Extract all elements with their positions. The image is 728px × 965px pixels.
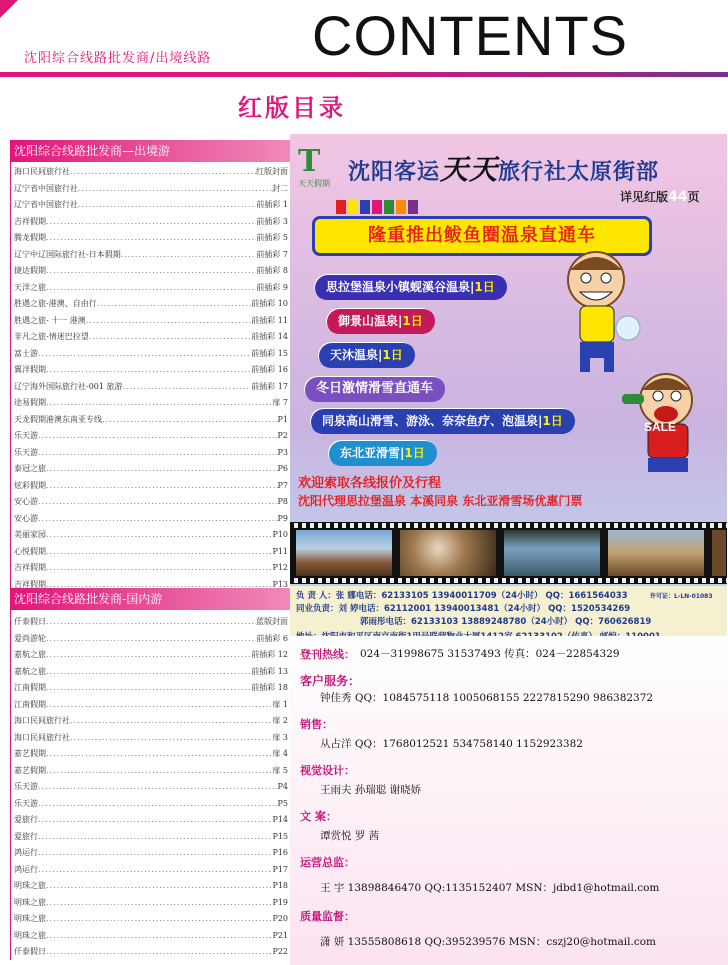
route-pill: 思拉堡温泉小镇蚬溪谷温泉|1日 [314,274,507,300]
toc-entry-name: 天龙假期港澳东南亚专线 [14,414,102,424]
toc-row [14,395,288,412]
toc-row [14,247,288,264]
toc-entry-name: 心悦假期 [14,546,46,556]
toc-entry-page: 前插彩 18 [251,683,288,692]
logo-icon: T [298,144,321,179]
toc-leader [46,763,272,780]
toc-entry-name: 吉祥假期 [14,216,46,226]
toc-entry-page: 扉 7 [272,398,288,407]
toc-entry-name: 乐天游 [14,782,38,791]
toc-leader [123,379,252,396]
photo-edge [712,530,726,576]
copy-value: 谭赏悦 罗 茜 [320,830,380,842]
toc-entry-name: 鸿运行 [14,848,38,857]
toc-entry-page: P10 [272,530,288,539]
toc-entry-page: P18 [272,881,288,890]
route-pill: 天沐温泉|1日 [318,342,415,368]
toc-entry-name: 捷达假期 [14,266,46,275]
domestic-list [14,614,288,961]
toc-entry-name: 乐天游 [14,447,38,457]
toc-entry-page: P22 [272,947,288,956]
toc-entry-page: 前插彩 13 [251,666,288,676]
contact-line: 同业负责：刘 婷电话：62112001 13940013481（24小时） QQ：1520534269 [296,604,631,614]
toc-leader [70,713,272,730]
toc-entry-name: 吉祥假期 [14,579,46,589]
ops-value: 王 宇 13898846470 QQ:1135152407 MSN：jdbd1@hotmail.com [320,882,660,894]
toc-leader [46,614,256,631]
toc-row [14,911,288,928]
toc-leader [46,944,272,961]
photo-building [608,530,704,576]
toc-row [14,614,288,631]
toc-entry-name: 辽宁海外国际旅行社-001 旅游 [14,381,123,391]
toc-entry-name: 鸿运行 [14,864,38,874]
toc-entry-name: 江南假期 [14,699,46,709]
toc-entry-name: 嘉艺假期 [14,765,46,775]
sales-value: 从占洋 QQ：1768012521 534758140 1152923382 [320,738,583,750]
toc-entry-name: 途易假期 [14,398,46,407]
toc-entry-name: 嘉航之旅 [14,650,46,659]
toc-entry-page: 前插彩 15 [251,348,288,358]
sale-label: SALE [644,420,677,434]
toc-entry-page: P21 [272,930,288,940]
promo-banner: 隆重推出鲅鱼圈温泉直通车 [312,216,652,256]
toc-leader [46,746,272,763]
toc-entry-name: 美丽家园 [14,530,46,539]
toc-leader [46,395,272,412]
toc-row [14,478,288,495]
toc-row [14,746,288,763]
toc-entry-page: 前插彩 11 [251,315,288,325]
toc-row [14,461,288,478]
corner-decoration [0,0,18,18]
toc-leader [102,412,278,429]
toc-row [14,664,288,681]
toc-entry-page: P4 [277,782,288,791]
toc-entry-name: 乐天游 [14,798,38,808]
toc-entry-name: 天洋之旅 [14,282,46,292]
toc-entry-page: P19 [272,897,288,907]
toc-leader [46,911,272,928]
toc-entry-name: 翼洋假期 [14,365,46,374]
toc-entry-page: P7 [277,480,288,490]
toc-entry-page: 前插彩 6 [256,633,288,643]
qc-label: 质量监督： [300,910,355,923]
toc-leader [46,527,272,544]
toc-row [14,280,288,297]
toc-row [14,763,288,780]
toc-entry-name: 乐天游 [14,431,38,440]
toc-entry-page: P16 [272,848,288,857]
toc-entry-name: 江南假期 [14,683,46,692]
toc-entry-name: 胜遇之旅- 十一 港澳 [14,315,86,325]
toc-entry-page: 前插彩 5 [256,233,288,242]
toc-entry-page: P17 [272,864,288,874]
toc-entry-page: 扉 3 [272,732,288,742]
toc-entry-name: 嘉航之旅 [14,666,46,676]
toc-entry-page: 封二 [272,183,288,193]
toc-row [14,230,288,247]
toc-leader [46,895,272,912]
toc-entry-name: 明珠之旅 [14,914,46,923]
toc-entry-name: 海口民间旅行社 [14,716,70,725]
toc-leader [46,697,272,714]
toc-entry-page: 扉 1 [272,699,288,709]
toc-entry-name: 辽宁省中国旅行社 [14,200,78,209]
toc-leader [46,214,256,231]
toc-entry-name: 爱旅行 [14,831,38,841]
section-title: 红版目录 [238,94,346,122]
toc-leader [46,544,272,561]
toc-row [14,544,288,561]
toc-entry-page: 前插彩 8 [256,266,288,275]
toc-row [14,263,288,280]
toc-entry-name: 爱旅行 [14,815,38,824]
toc-leader [38,346,251,363]
toc-row [14,445,288,462]
toc-entry-page: P2 [277,431,288,440]
toc-row [14,494,288,511]
toc-entry-page: 前插彩 12 [251,650,288,659]
toc-leader [46,478,278,495]
toc-leader [97,296,252,313]
toc-leader [89,329,252,346]
design-value: 王雨夫 孙瑞聪 谢晓娇 [320,784,422,796]
toc-entry-name: 嘉艺假期 [14,749,46,758]
toc-leader [70,730,272,747]
toc-leader [46,560,272,577]
toc-row [14,560,288,577]
toc-leader [38,779,278,796]
toc-leader [38,829,272,846]
route-pill: 同泉高山滑雪、游泳、奈奈鱼疗、泡温泉|1日 [310,408,575,434]
toc-row [14,796,288,813]
toc-row [14,181,288,198]
toc-entry-page: 扉 4 [272,749,288,758]
toc-row [14,511,288,528]
outbound-heading: 沈阳综合线路批发商—出境游 [10,140,290,162]
toc-entry-name: 海口民间旅行社 [14,167,70,176]
toc-entry-page: P20 [272,914,288,923]
toc-row [14,812,288,829]
toc-row [14,895,288,912]
toc-leader [38,494,278,511]
copy-label: 文 案： [300,810,337,823]
header-subtitle: 沈阳综合线路批发商/出境线路 [24,51,212,66]
toc-entry-page: P1 [277,414,288,424]
toc-entry-page: 扉 5 [272,765,288,775]
logo-subtitle: 天天假期 [298,179,330,188]
toc-row [14,527,288,544]
toc-entry-name: 安心游 [14,497,38,506]
welcome-text: 欢迎索取各线报价及行程 [298,476,442,491]
toc-entry-page: 前插彩 14 [251,332,288,341]
hotline-value: 024－31998675 31537493 传真：024－22854329 [360,648,620,660]
toc-leader [46,680,251,697]
toc-entry-page: 扉 2 [272,716,288,725]
contact-line: 负 责 人：张 娜电话：62133105 13940011709（24小时） QQ：1661564033 [296,591,628,601]
toc-row [14,164,288,181]
toc-entry-name: 胜遇之旅-港澳、自由行 [14,299,97,308]
toc-leader [46,230,256,247]
flag-strip-icon [336,200,426,214]
domestic-heading: 沈阳综合线路批发商-国内游 [10,588,290,610]
cartoon-boy-icon [556,244,646,374]
toc-entry-name: 腾龙假期 [14,233,46,242]
hotline-label: 登刊热线： [300,648,355,661]
toc-leader [38,428,278,445]
photo-resort [296,530,392,576]
outbound-list [14,164,288,593]
toc-row [14,829,288,846]
route-pill: 御景山温泉|1日 [326,308,435,334]
toc-entry-name: 海口民间旅行社 [14,732,70,742]
toc-row [14,878,288,895]
toc-entry-name: 辽宁中辽国际旅行社-日本假期 [14,249,121,259]
toc-row [14,214,288,231]
toc-row [14,329,288,346]
toc-entry-page: P11 [272,546,288,556]
toc-entry-name: 明珠之旅 [14,930,46,940]
toc-leader [38,511,278,528]
toc-leader [86,313,251,330]
toc-leader [38,845,272,862]
toc-row [14,944,288,961]
service-label: 客户服务： [300,674,361,688]
toc-leader [46,647,251,664]
toc-row [14,862,288,879]
license-number: 许可证：L-LN-01083 [650,593,713,600]
toc-entry-name: 吉祥假期 [14,563,46,572]
design-label: 视觉设计： [300,764,355,777]
toc-entry-page: 前插彩 10 [251,299,288,308]
toc-entry-page: P13 [272,579,288,589]
toc-entry-page: P6 [277,464,288,473]
toc-entry-page: P12 [272,563,288,572]
toc-row [14,647,288,664]
ad-title: 沈阳客运天天旅行社太原街部 [348,153,660,186]
toc-row [14,346,288,363]
toc-row [14,296,288,313]
toc-row [14,362,288,379]
toc-entry-name: 非凡之旅-情迷巴拉望 [14,332,89,341]
photo-pool [504,530,600,576]
toc-leader [46,878,272,895]
toc-entry-name: 安心游 [14,513,38,523]
qc-value: 潇 妍 13555808618 QQ:395239576 MSN：cszj20@hotmail.com [320,936,656,948]
toc-entry-name: 辽宁省中国旅行社 [14,183,78,193]
toc-leader [121,247,257,264]
toc-entry-name: 仟泰假日 [14,617,46,626]
toc-leader [38,796,278,813]
toc-entry-name: 炫彩假期 [14,480,46,490]
contact-line: 郭雨彤电话：62133103 13889248780（24小时） QQ：760626819 [360,617,652,627]
photo-spa [400,530,496,576]
toc-row [14,412,288,429]
toc-row [14,713,288,730]
toc-leader [38,812,272,829]
toc-row [14,730,288,747]
divider [10,140,11,960]
toc-entry-name: 泰冠之旅 [14,464,46,473]
toc-row [14,928,288,945]
toc-row [14,631,288,648]
route-pill: 冬日激情滑雪直通车 [304,376,445,402]
toc-entry-page: 前插彩 7 [256,249,288,259]
toc-row [14,197,288,214]
toc-leader [78,181,272,198]
travel-advertisement [290,134,727,662]
toc-row [14,680,288,697]
agent-text: 沈阳代理思拉堡温泉 本溪同泉 东北亚滑雪场优惠门票 [298,494,583,508]
sales-label: 销售： [300,718,333,731]
toc-leader [46,362,251,379]
toc-entry-page: P5 [277,798,288,808]
route-pill: 东北亚滑雪|1日 [328,440,437,466]
toc-row [14,379,288,396]
toc-entry-page: P14 [272,815,288,824]
toc-entry-name: 爱尚游轮 [14,633,46,643]
service-value: 钟佳秀 QQ：1084575118 1005068155 2227815290 986382372 [320,692,654,704]
toc-row [14,428,288,445]
toc-entry-name: 仟泰假日 [14,947,46,956]
toc-entry-page: P3 [277,447,288,457]
toc-entry-page: 前插彩 9 [256,282,288,292]
toc-entry-page: 前插彩 1 [256,200,288,209]
toc-entry-page: P9 [277,513,288,523]
toc-leader [46,461,278,478]
toc-entry-page: P15 [272,831,288,841]
photo-filmstrip [290,522,727,584]
toc-row [14,779,288,796]
toc-leader [46,263,256,280]
toc-leader [38,445,278,462]
toc-leader [70,164,256,181]
toc-entry-name: 明珠之旅 [14,881,46,890]
toc-leader [46,280,256,297]
toc-entry-page: P8 [277,497,288,506]
toc-leader [38,862,272,879]
toc-row [14,313,288,330]
toc-entry-page: 前插彩 16 [251,365,288,374]
see-page-note: 详见红版44页 [620,189,700,205]
toc-entry-page: 红版封面 [256,167,288,176]
toc-leader [46,631,256,648]
toc-leader [46,928,272,945]
page-title: CONTENTS [312,4,628,67]
toc-leader [78,197,256,214]
ops-label: 运营总监： [300,856,355,869]
toc-entry-page: 前插彩 3 [256,216,288,226]
toc-row [14,845,288,862]
toc-entry-page: 前插彩 17 [251,381,288,391]
toc-entry-page: 蓝版封面 [256,617,288,626]
toc-entry-name: 明珠之旅 [14,897,46,907]
toc-entry-name: 富士游 [14,348,38,358]
toc-leader [46,664,251,681]
toc-row [14,697,288,714]
